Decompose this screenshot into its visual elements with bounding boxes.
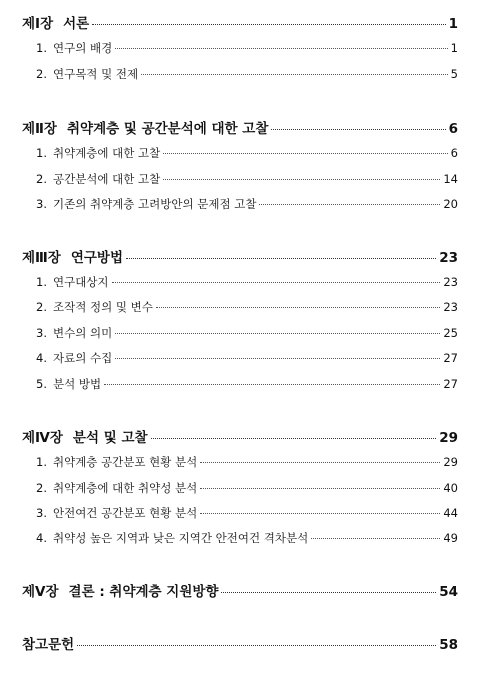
toc-references[interactable]	[22, 633, 458, 653]
dot-leader	[156, 307, 441, 308]
page-number: 54	[439, 584, 458, 600]
section-title: 안전여건 공간분포 현황 분석	[52, 506, 198, 520]
section-title: 공간분석에 대한 고찰	[52, 172, 161, 186]
toc-section-3-1[interactable]	[22, 274, 458, 290]
section-number: 4.	[36, 531, 47, 545]
toc-section-4-2[interactable]	[22, 480, 458, 496]
chapter-number: 제Ⅳ장	[22, 430, 63, 446]
toc-section-4-1[interactable]	[22, 454, 458, 470]
dot-leader	[141, 74, 448, 75]
section-title: 취약계층 공간분포 현황 분석	[52, 455, 198, 469]
section-number: 2.	[36, 67, 47, 81]
section-number: 3.	[36, 506, 47, 520]
chapter-title: 연구방법	[70, 250, 124, 266]
page-number: 14	[443, 172, 458, 186]
toc-section-4-3[interactable]	[22, 505, 458, 521]
toc-chapter-2[interactable]	[22, 117, 458, 137]
toc-section-2-2[interactable]	[22, 171, 458, 187]
references-title: 참고문헌	[22, 637, 75, 653]
chapter-title: 분석 및 고찰	[72, 430, 148, 446]
section-title: 연구목적 및 전제	[52, 67, 139, 81]
dot-leader	[200, 462, 440, 463]
dot-leader	[112, 282, 441, 283]
toc-section-3-2[interactable]	[22, 299, 458, 315]
chapter-title: 결론 : 취약계층 지원방향	[68, 584, 219, 600]
toc-chapter-1[interactable]	[22, 12, 458, 32]
toc-section-2-1[interactable]	[22, 145, 458, 161]
section-title: 연구대상지	[52, 275, 109, 289]
toc-chapter-4[interactable]	[22, 426, 458, 446]
section-title: 취약계층에 대한 취약성 분석	[52, 481, 198, 495]
toc-chapter-5[interactable]	[22, 580, 458, 600]
dot-leader	[92, 24, 445, 25]
page-number: 49	[443, 531, 458, 545]
dot-leader	[200, 488, 440, 489]
section-number: 2.	[36, 300, 47, 314]
dot-leader	[126, 258, 436, 259]
page-number: 25	[443, 326, 458, 340]
page-number: 20	[443, 197, 458, 211]
page-number: 27	[443, 377, 458, 391]
dot-leader	[163, 153, 447, 154]
toc-section-3-4[interactable]	[22, 350, 458, 366]
chapter-number: 제Ⅲ장	[22, 250, 61, 266]
section-number: 1.	[36, 146, 47, 160]
dot-leader	[104, 384, 440, 385]
chapter-number: 제Ⅰ장	[22, 16, 54, 32]
toc-chapter-3[interactable]	[22, 246, 458, 266]
dot-leader	[271, 129, 445, 130]
section-number: 1.	[36, 275, 47, 289]
section-number: 4.	[36, 351, 47, 365]
section-title: 변수의 의미	[52, 326, 113, 340]
page-number: 23	[439, 250, 458, 266]
dot-leader	[200, 513, 440, 514]
section-number: 3.	[36, 197, 47, 211]
page-number: 29	[439, 430, 458, 446]
chapter-title: 취약계층 및 공간분석에 대한 고찰	[66, 121, 269, 137]
page-number: 58	[439, 637, 458, 653]
page-number: 40	[443, 481, 458, 495]
page-number: 27	[443, 351, 458, 365]
page-number: 29	[443, 455, 458, 469]
chapter-title: 서론	[63, 16, 90, 32]
section-title: 자료의 수집	[52, 351, 113, 365]
chapter-number: 제Ⅱ장	[22, 121, 57, 137]
dot-leader	[115, 358, 440, 359]
dot-leader	[311, 538, 440, 539]
toc-section-1-1[interactable]	[22, 40, 458, 56]
section-title: 취약성 높은 지역과 낮은 지역간 안전여건 격차분석	[52, 531, 309, 545]
section-number: 2.	[36, 481, 47, 495]
page-number: 5	[450, 67, 458, 81]
section-number: 3.	[36, 326, 47, 340]
section-title: 취약계층에 대한 고찰	[52, 146, 161, 160]
section-title: 연구의 배경	[52, 41, 113, 55]
toc-section-3-3[interactable]	[22, 325, 458, 341]
section-number: 2.	[36, 172, 47, 186]
section-title: 분석 방법	[52, 377, 102, 391]
toc-section-1-2[interactable]	[22, 66, 458, 82]
page-number: 1	[448, 16, 458, 32]
chapter-number: 제Ⅴ장	[22, 584, 59, 600]
dot-leader	[115, 48, 447, 49]
toc-section-3-5[interactable]	[22, 376, 458, 392]
page-number: 44	[443, 506, 458, 520]
section-title: 조작적 정의 및 변수	[52, 300, 153, 314]
section-title: 기존의 취약계층 고려방안의 문제점 고찰	[52, 197, 257, 211]
section-number: 5.	[36, 377, 47, 391]
section-number: 1.	[36, 455, 47, 469]
dot-leader	[259, 204, 440, 205]
dot-leader	[77, 645, 436, 646]
dot-leader	[221, 592, 436, 593]
page-number: 23	[443, 275, 458, 289]
page-number: 6	[450, 146, 458, 160]
toc-section-4-4[interactable]	[22, 530, 458, 546]
dot-leader	[151, 438, 437, 439]
page-number: 1	[450, 41, 458, 55]
section-number: 1.	[36, 41, 47, 55]
dot-leader	[163, 179, 440, 180]
page-number: 23	[443, 300, 458, 314]
page-number: 6	[448, 121, 458, 137]
toc-section-2-3[interactable]	[22, 196, 458, 212]
dot-leader	[115, 333, 440, 334]
